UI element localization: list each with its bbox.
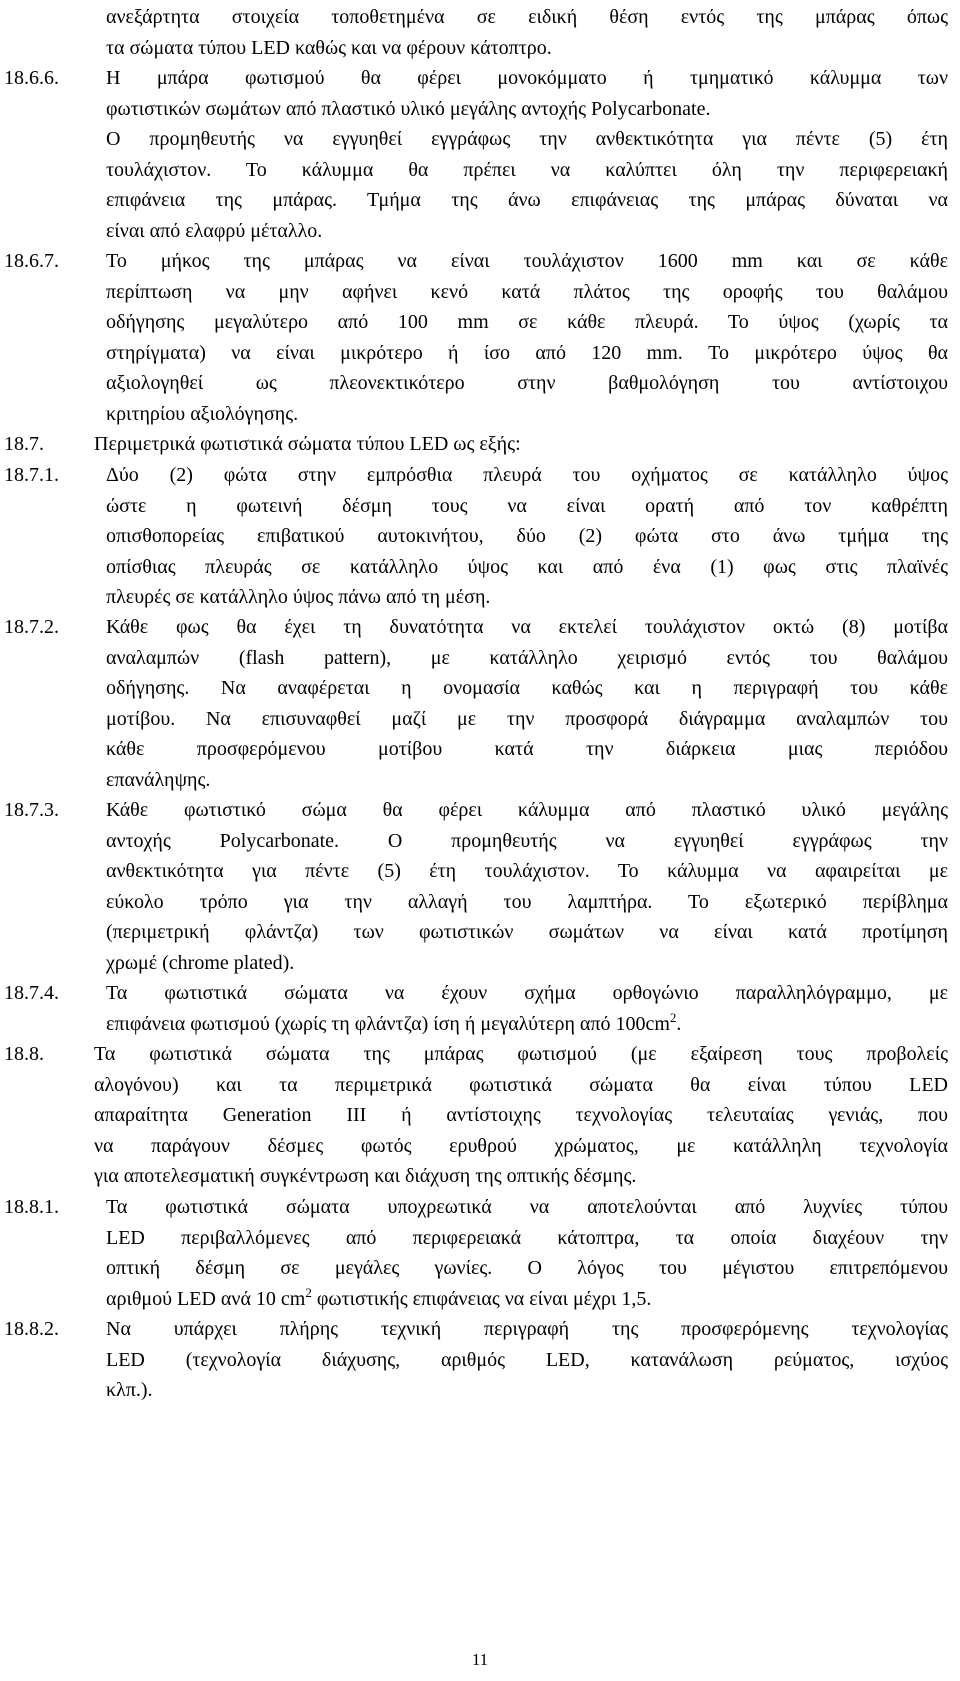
text-line: LED περιβαλλόμενες από περιφερειακά κάτοπτρα, τα οποία διαχέουν την xyxy=(106,1226,948,1249)
text-line: είναι από ελαφρύ μέταλλο. xyxy=(106,219,323,242)
section-body xyxy=(94,1039,948,1192)
text-line: ανθεκτικότητα για πέντε (5) έτη τουλάχιστον. Το κάλυμμα να αφαιρείται με xyxy=(106,860,948,882)
intro-line: ανεξάρτητα στοιχεία τοποθετημένα σε ειδική θέση εντός της μπάρας όπως xyxy=(106,6,948,28)
text-line: Κάθε φως θα έχει τη δυνατότητα να εκτελεί τουλάχιστον οκτώ (8) μοτίβα xyxy=(106,616,948,638)
section-number: 18.8.1. xyxy=(4,1196,59,1218)
text-line: Ο προμηθευτής να εγγυηθεί εγγράφως την ανθεκτικότητα για πέντε (5) έτη xyxy=(106,128,948,150)
section-number: 18.7.3. xyxy=(4,799,59,821)
text-line: οδήγησης. Να αναφέρεται η ονομασία καθώς και η περιγραφή του κάθε xyxy=(106,677,948,699)
intro-line: τα σώματα τύπου LED καθώς και να φέρουν κάτοπτρο. xyxy=(106,36,552,59)
text-line: Να υπάρχει πλήρης τεχνική περιγραφή της προσφερόμενης τεχνολογίας xyxy=(106,1318,948,1340)
text-segment: επιφάνεια φωτισμού (χωρίς τη φλάντζα) ίση ή μεγαλύτερη από 100cm xyxy=(106,1012,670,1035)
text-line: επιφάνεια της μπάρας. Τμήμα της άνω επιφάνειας της μπάρας δύναται να xyxy=(106,189,948,211)
text-line: να παράγουν δέσμες φωτός ερυθρού χρώματος, με κατάλληλη τεχνολογία xyxy=(94,1134,948,1157)
text-line: οπισθοπορείας επιβατικού αυτοκινήτου, δύο (2) φώτα στο άνω τμήμα της xyxy=(106,525,948,547)
text-line: επανάληψης. xyxy=(106,768,211,791)
text-line: αναλαμπών (flash pattern), με κατάλληλο χειρισμό εντός του θαλάμου xyxy=(106,646,948,669)
text-line: τουλάχιστον. Το κάλυμμα θα πρέπει να καλύπτει όλη την περιφερειακή xyxy=(106,158,948,181)
text-segment: αριθμού LED ανά 10 cm xyxy=(106,1287,306,1310)
section-body xyxy=(106,978,948,1039)
section-body xyxy=(106,1314,948,1406)
superscript: 2 xyxy=(669,1009,677,1025)
section-body xyxy=(106,795,948,978)
section-number: 18.8. xyxy=(4,1043,44,1065)
page-number: 11 xyxy=(471,1650,489,1669)
text-segment: φωτιστικής επιφάνειας να είναι μέχρι 1,5. xyxy=(311,1287,652,1310)
section-number: 18.8.2. xyxy=(4,1318,59,1340)
section-body xyxy=(106,612,948,795)
text-line xyxy=(106,1009,948,1040)
text-line: μοτίβου. Να επισυναφθεί μαζί με την προσφορά διάγραμμα αναλαμπών του xyxy=(106,707,948,730)
text-line: Το μήκος της μπάρας να είναι τουλάχιστον 1600 mm και σε κάθε xyxy=(106,250,948,272)
text-line: Τα φωτιστικά σώματα να έχουν σχήμα ορθογώνιο παραλληλόγραμμο, με xyxy=(106,982,948,1004)
text-line: Δύο (2) φώτα στην εμπρόσθια πλευρά του οχήματος σε κατάλληλο ύψος xyxy=(106,464,948,486)
text-line: αντοχής Polycarbonate. Ο προμηθευτής να εγγυηθεί εγγράφως την xyxy=(106,829,948,852)
text-line: περίπτωση να μην αφήνει κενό κατά πλάτος της οροφής του θαλάμου xyxy=(106,280,948,303)
text-line: ώστε η φωτεινή δέσμη τους να είναι ορατή από τον καθρέπτη xyxy=(106,494,948,517)
section-body xyxy=(106,460,948,613)
text-line: αλογόνου) και τα περιμετρικά φωτιστικά σώματα θα είναι τύπου LED xyxy=(94,1073,948,1096)
text-line: χρωμέ (chrome plated). xyxy=(106,951,295,974)
text-line: οδήγησης μεγαλύτερο από 100 mm σε κάθε πλευρά. Το ύψος (χωρίς τα xyxy=(106,311,948,333)
intro-body xyxy=(106,2,948,63)
text-line: στηρίγματα) να είναι μικρότερο ή ίσο από 120 mm. Το μικρότερο ύψος θα xyxy=(106,341,948,364)
section-body xyxy=(94,429,948,460)
text-line: Η μπάρα φωτισμού θα φέρει μονοκόμματο ή τμηματικό κάλυμμα των xyxy=(106,67,948,89)
superscript: 2 xyxy=(305,1284,312,1300)
section-number: 18.7.4. xyxy=(4,982,59,1004)
text-line: κριτηρίου αξιολόγησης. xyxy=(106,402,299,425)
text-line: για αποτελεσματική συγκέντρωση και διάχυση της οπτικής δέσμης. xyxy=(94,1165,637,1187)
text-line: φωτιστικών σωμάτων από πλαστικό υλικό μεγάλης αντοχής Polycarbonate. xyxy=(106,97,711,120)
section-number: 18.6.6. xyxy=(4,67,59,89)
text-line: Τα φωτιστικά σώματα της μπάρας φωτισμού (με εξαίρεση τους προβολείς xyxy=(94,1043,948,1065)
text-line: Περιμετρικά φωτιστικά σώματα τύπου LED ως εξής: xyxy=(94,433,521,455)
text-line: απαραίτητα Generation III ή αντίστοιχης τεχνολογίας τελευταίας γενιάς, που xyxy=(94,1104,948,1126)
section-body xyxy=(106,63,948,246)
text-segment: . xyxy=(676,1012,682,1035)
text-line: πλευρές σε κατάλληλο ύψος πάνω από τη μέση. xyxy=(106,586,491,608)
text-line: LED (τεχνολογία διάχυσης, αριθμός LED, κατανάλωση ρεύματος, ισχύος xyxy=(106,1348,948,1371)
text-line: αξιολογηθεί ως πλεονεκτικότερο στην βαθμολόγηση του αντίστοιχου xyxy=(106,372,948,394)
section-body xyxy=(106,246,948,429)
section-number: 18.7.2. xyxy=(4,616,59,638)
text-line: Τα φωτιστικά σώματα υποχρεωτικά να αποτελούνται από λυχνίες τύπου xyxy=(106,1196,948,1218)
section-number: 18.7. xyxy=(4,433,44,455)
text-line: (περιμετρική φλάντζα) των φωτιστικών σωμάτων να είναι κατά προτίμηση xyxy=(106,921,948,943)
text-line xyxy=(106,1284,948,1315)
section-number: 18.6.7. xyxy=(4,250,59,272)
text-line: οπτική δέσμη σε μεγάλες γωνίες. Ο λόγος του μέγιστου επιτρεπόμενου xyxy=(106,1257,948,1279)
text-line: Κάθε φωτιστικό σώμα θα φέρει κάλυμμα από πλαστικό υλικό μεγάλης xyxy=(106,799,948,821)
text-line: κάθε προσφερόμενου μοτίβου κατά την διάρκεια μιας περιόδου xyxy=(106,738,948,760)
section-number: 18.7.1. xyxy=(4,464,59,486)
section-body xyxy=(106,1192,948,1314)
text-line: οπίσθιας πλευράς σε κατάλληλο ύψος και από ένα (1) φως στις πλαϊνές xyxy=(106,555,948,578)
text-line: κλπ.). xyxy=(106,1379,153,1401)
text-line: εύκολο τρόπο για την αλλαγή του λαμπτήρα. Το εξωτερικό περίβλημα xyxy=(106,890,948,913)
